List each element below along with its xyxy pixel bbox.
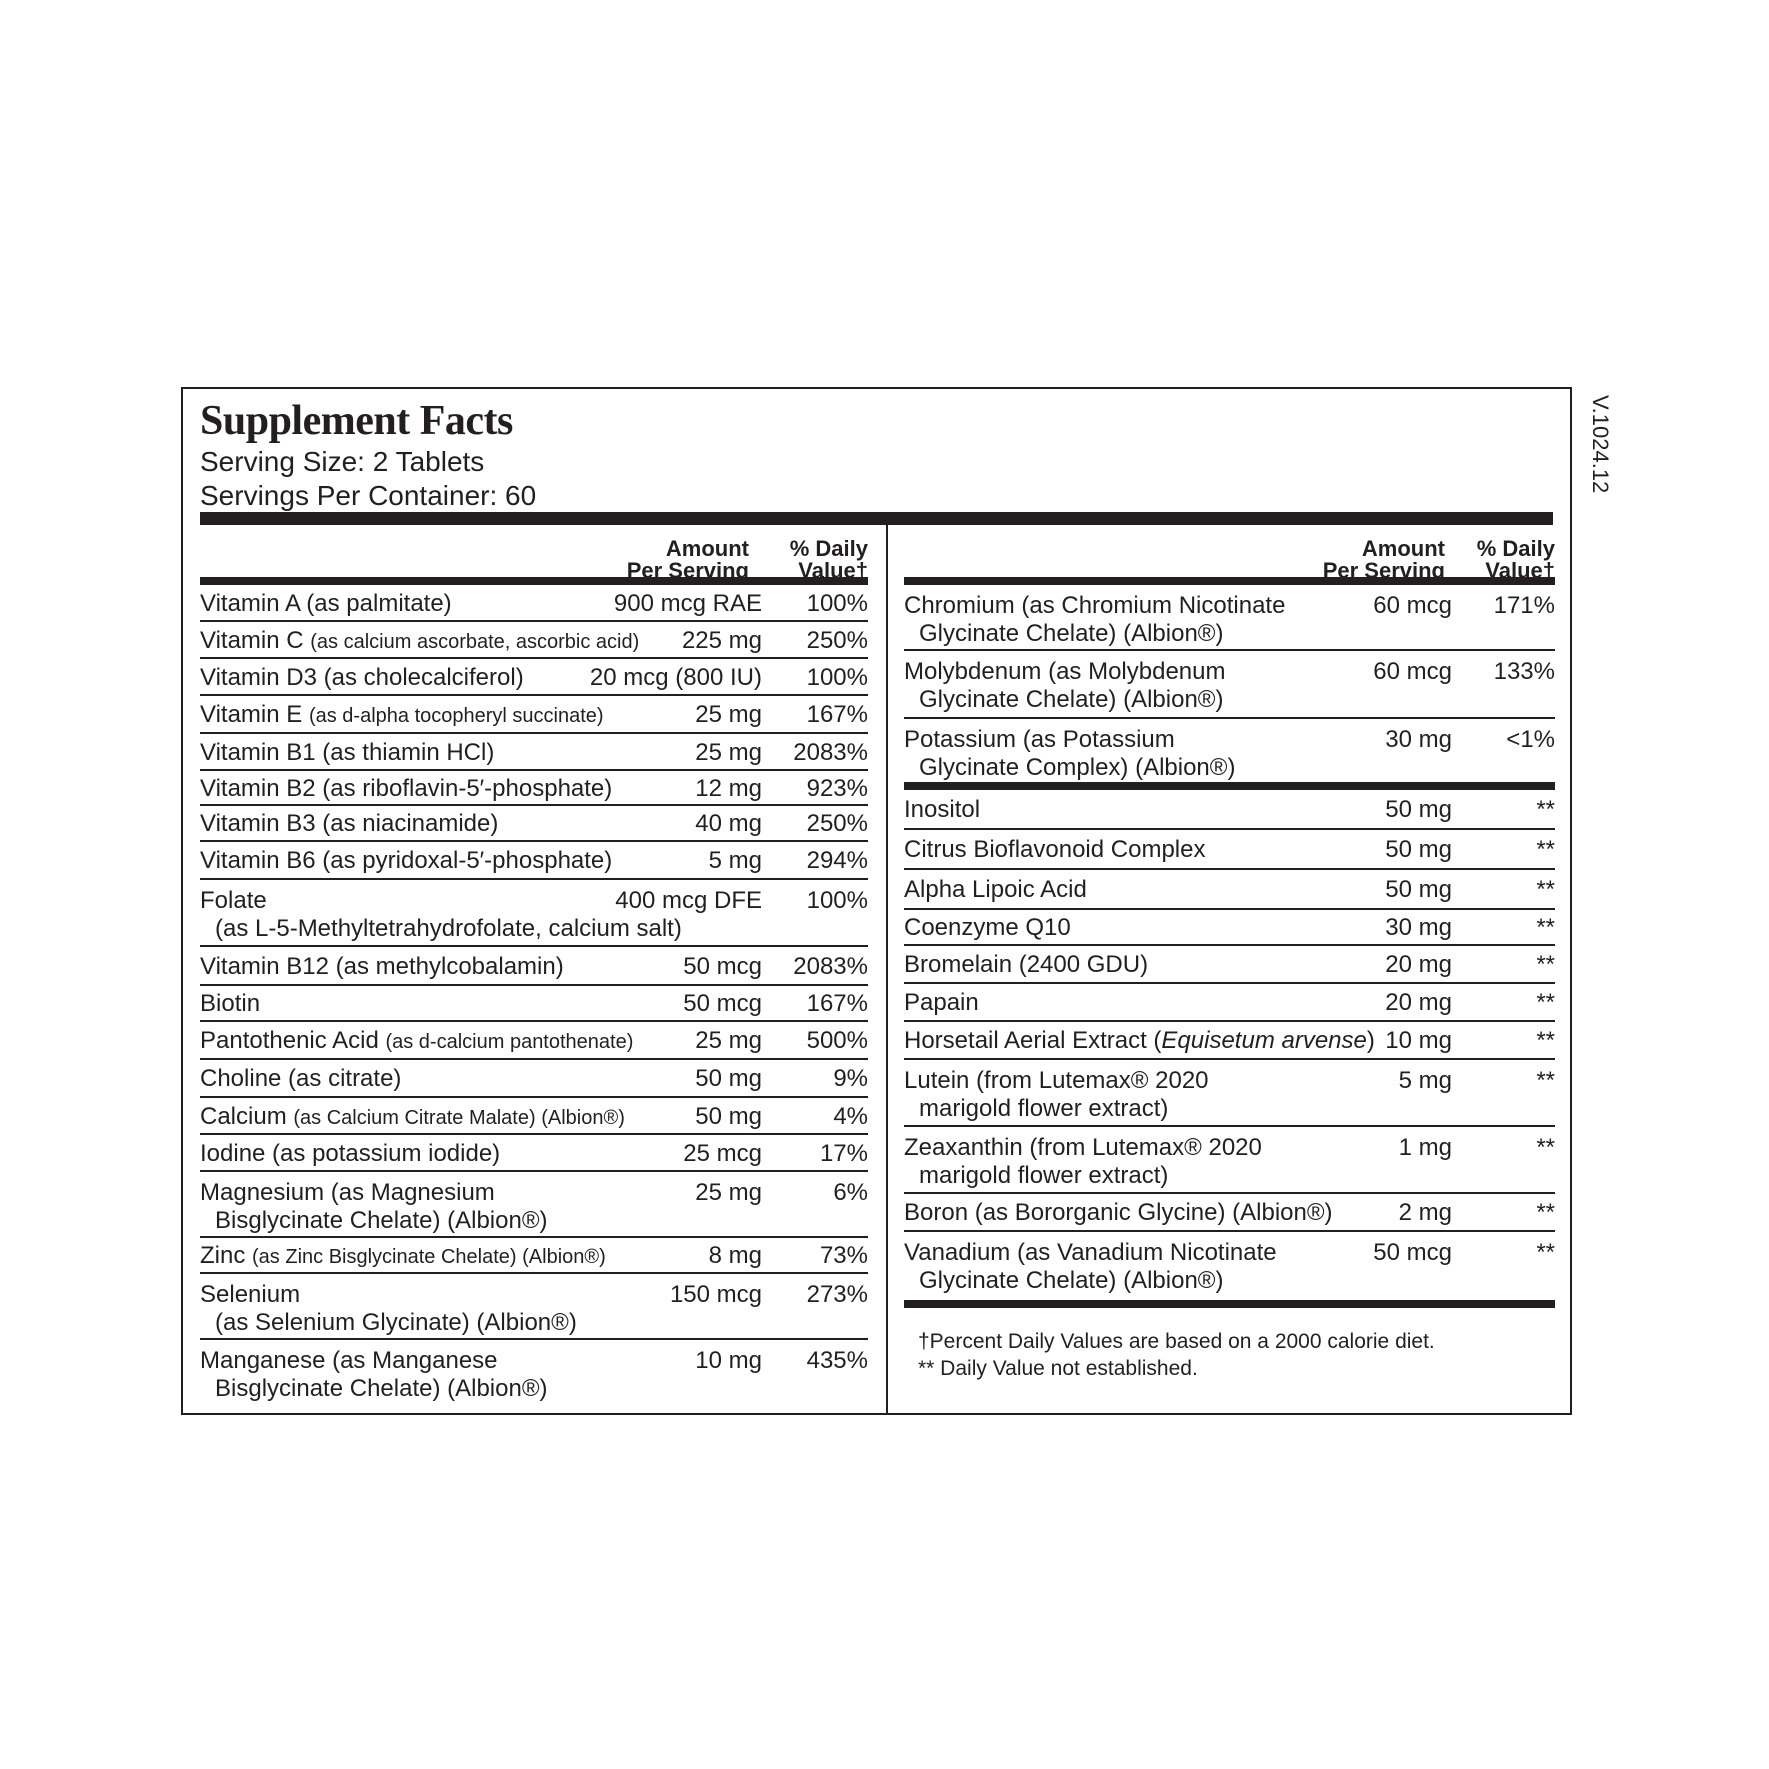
nutrient-amount: 2 mg: [1398, 1199, 1452, 1226]
nutrient-amount: 400 mcg DFE: [615, 887, 762, 914]
nutrient-daily-value: 250%: [806, 627, 868, 654]
nutrient-name: [200, 627, 639, 656]
nutrient-name-text: Calcium: [200, 1103, 287, 1130]
nutrient-amount: 5 mg: [708, 847, 762, 874]
nutrient-amount: 60 mcg: [1373, 658, 1452, 685]
nutrient-daily-value: 73%: [819, 1242, 868, 1269]
nutrient-amount: 20 mcg (800 IU): [589, 664, 762, 691]
nutrient-amount: 60 mcg: [1373, 592, 1452, 619]
nutrient-name-text: Magnesium (as Magnesium: [200, 1179, 495, 1206]
top-rule: [200, 512, 1553, 525]
nutrient-amount: 50 mcg: [683, 990, 762, 1017]
nutrient-name: [904, 876, 1087, 904]
nutrient-name: [904, 989, 979, 1017]
nutrient-name-text: Boron (as Bororganic Glycine) (Albion®): [904, 1199, 1333, 1226]
nutrient-row: [904, 984, 1555, 1022]
left-rows: [200, 585, 868, 1404]
nutrient-name: [904, 726, 1235, 782]
nutrient-amount: 25 mcg: [683, 1140, 762, 1167]
nutrient-row: [200, 585, 868, 622]
nutrient-row: [904, 830, 1555, 870]
nutrient-amount: 30 mg: [1385, 726, 1452, 753]
serving-size: Serving Size: 2 Tablets: [200, 446, 485, 477]
nutrient-name-text: Vitamin C: [200, 627, 304, 654]
nutrient-name-end: ): [1366, 1027, 1375, 1054]
nutrient-name-text: Potassium (as Potassium: [904, 726, 1175, 753]
nutrient-name-line2: marigold flower extract): [919, 1095, 1169, 1122]
nutrient-daily-value: 100%: [806, 887, 868, 914]
nutrient-name: [200, 810, 498, 838]
nutrient-daily-value: 294%: [806, 847, 868, 874]
nutrient-name-text: Folate: [200, 887, 267, 914]
nutrient-row: [904, 651, 1555, 719]
right-column: [904, 525, 1555, 1382]
nutrient-row: [200, 842, 868, 880]
nutrient-row: [904, 1060, 1555, 1127]
nutrient-daily-value: **: [1536, 1027, 1555, 1054]
nutrient-name-text: Zinc: [200, 1242, 246, 1269]
nutrient-name-line2: Bisglycinate Chelate) (Albion®): [215, 1375, 548, 1402]
nutrient-name-text: Selenium: [200, 1281, 301, 1308]
nutrient-amount: 225 mg: [681, 627, 762, 654]
nutrient-row: [904, 585, 1555, 651]
nutrient-name: [904, 836, 1205, 864]
nutrient-amount: 50 mcg: [683, 953, 762, 980]
nutrient-row: [200, 1135, 868, 1172]
nutrient-name-text: Inositol: [904, 796, 981, 823]
nutrient-daily-value: 2083%: [793, 953, 868, 980]
nutrient-name-text: Horsetail Aerial Extract (: [904, 1027, 1162, 1054]
double-star-footnote: ** Daily Value not established.: [918, 1357, 1198, 1380]
amount-header: Amount Per Serving: [1322, 536, 1445, 583]
nutrient-row: [200, 806, 868, 842]
nutrient-name: [200, 1242, 606, 1271]
left-column-header: [200, 525, 868, 583]
nutrient-daily-value: **: [1536, 836, 1555, 863]
nutrient-name: [904, 1199, 1333, 1227]
nutrient-amount: 12 mg: [695, 775, 762, 802]
nutrient-name-text: Vitamin B3 (as niacinamide): [200, 810, 499, 837]
nutrient-row: [200, 696, 868, 734]
nutrient-row: [904, 1022, 1555, 1060]
nutrient-name: [904, 1027, 1375, 1055]
nutrient-row: [200, 947, 868, 986]
nutrient-name-text: Vitamin B1 (as thiamin HCl): [200, 739, 495, 766]
nutrient-daily-value: **: [1536, 1067, 1555, 1094]
nutrient-name-text: Lutein (from Lutemax® 2020: [904, 1067, 1209, 1094]
nutrient-daily-value: 250%: [806, 810, 868, 837]
nutrient-name-text: Pantothenic Acid: [200, 1027, 379, 1054]
nutrient-name: [200, 1179, 548, 1235]
nutrient-name: [904, 951, 1148, 979]
nutrient-amount: 50 mg: [695, 1103, 762, 1130]
nutrient-row: [200, 1238, 868, 1274]
nutrient-source-detail: (as Zinc Bisglycinate Chelate) (Albion®): [252, 1246, 606, 1268]
nutrient-row: [904, 790, 1555, 830]
nutrient-name-text: Zeaxanthin (from Lutemax® 2020: [904, 1134, 1262, 1161]
nutrient-name: [904, 796, 980, 824]
nutrient-name: [200, 590, 452, 618]
section-rule: [904, 782, 1555, 790]
nutrient-amount: 40 mg: [695, 810, 762, 837]
daily-value-header: % Daily Value†: [789, 536, 868, 583]
nutrient-amount: 25 mg: [695, 1027, 762, 1054]
nutrient-row: [904, 719, 1555, 782]
nutrient-name-text: Biotin: [200, 990, 261, 1017]
nutrient-daily-value: 435%: [806, 1347, 868, 1374]
nutrient-daily-value: 6%: [833, 1179, 868, 1206]
nutrient-row: [200, 1274, 868, 1340]
daily-value-header: % Daily Value†: [1476, 536, 1555, 583]
nutrient-name-line2: Glycinate Chelate) (Albion®): [919, 1267, 1224, 1294]
nutrient-name-text: Alpha Lipoic Acid: [904, 876, 1087, 903]
nutrient-name: [200, 1103, 625, 1132]
nutrient-row: [200, 659, 868, 696]
nutrient-name: [200, 1065, 401, 1093]
nutrient-daily-value: <1%: [1506, 726, 1555, 753]
nutrient-amount: 30 mg: [1385, 914, 1452, 941]
nutrient-name-text: Vanadium (as Vanadium Nicotinate: [904, 1239, 1277, 1266]
nutrient-daily-value: 133%: [1493, 658, 1555, 685]
footnotes: [904, 1308, 1555, 1382]
nutrient-row: [904, 1127, 1555, 1194]
right-rows: [904, 585, 1555, 782]
nutrient-daily-value: 100%: [806, 664, 868, 691]
nutrient-name: [200, 701, 604, 730]
nutrient-name-text: Iodine (as potassium iodide): [200, 1140, 501, 1167]
nutrient-row: [904, 1232, 1555, 1300]
supplement-facts-panel: [181, 387, 1572, 1415]
nutrient-amount: 1 mg: [1398, 1134, 1452, 1161]
nutrient-name: [904, 658, 1225, 714]
nutrient-name-line2: (as Selenium Glycinate) (Albion®): [215, 1309, 577, 1336]
nutrient-name-line2: Glycinate Chelate) (Albion®): [919, 686, 1224, 713]
nutrient-name: [200, 775, 612, 803]
nutrient-daily-value: **: [1536, 876, 1555, 903]
left-column: [200, 525, 868, 1404]
nutrient-row: [904, 870, 1555, 910]
nutrient-name-line2: Glycinate Chelate) (Albion®): [919, 620, 1224, 647]
title-block: [200, 397, 536, 513]
nutrient-daily-value: 100%: [806, 590, 868, 617]
nutrient-amount: 10 mg: [1385, 1027, 1452, 1054]
nutrient-name-line2: Glycinate Complex) (Albion®): [919, 754, 1236, 781]
nutrient-name: [904, 1067, 1209, 1123]
nutrient-name-text: Choline (as citrate): [200, 1065, 402, 1092]
bottom-rule: [904, 1300, 1555, 1308]
nutrient-daily-value: 9%: [833, 1065, 868, 1092]
nutrient-daily-value: **: [1536, 1239, 1555, 1266]
nutrient-row: [200, 1060, 868, 1098]
nutrient-name-line2: marigold flower extract): [919, 1162, 1169, 1189]
nutrient-daily-value: **: [1536, 1134, 1555, 1161]
nutrient-daily-value: 2083%: [793, 739, 868, 766]
nutrient-row: [200, 771, 868, 806]
nutrient-amount: 25 mg: [695, 701, 762, 728]
nutrient-daily-value: 17%: [819, 1140, 868, 1167]
nutrient-row: [200, 986, 868, 1022]
nutrient-amount: 20 mg: [1385, 989, 1452, 1016]
nutrient-row: [200, 622, 868, 659]
servings-per-container: Servings Per Container: 60: [200, 480, 537, 511]
nutrient-latin-name: Equisetum arvense: [1161, 1027, 1367, 1054]
nutrient-row: [200, 1098, 868, 1135]
right-column-header: [904, 525, 1555, 583]
nutrient-name-text: Vitamin A (as palmitate): [200, 590, 452, 617]
nutrient-name-text: Vitamin D3 (as cholecalciferol): [200, 664, 524, 691]
nutrient-amount: 8 mg: [708, 1242, 762, 1269]
version-code: V.1024.12: [1588, 395, 1613, 494]
column-divider: [886, 525, 888, 1413]
nutrient-name-line2: Bisglycinate Chelate) (Albion®): [215, 1207, 548, 1234]
nutrient-daily-value: **: [1536, 1199, 1555, 1226]
nutrient-amount: 25 mg: [695, 1179, 762, 1206]
nutrient-name: [904, 1239, 1277, 1295]
nutrient-row: [904, 910, 1555, 946]
nutrient-source-detail: (as Calcium Citrate Malate) (Albion®): [293, 1107, 625, 1129]
nutrient-name-text: Vitamin B12 (as methylcobalamin): [200, 953, 564, 980]
nutrient-name: [200, 1347, 548, 1403]
nutrient-daily-value: 171%: [1493, 592, 1555, 619]
nutrient-amount: 5 mg: [1398, 1067, 1452, 1094]
nutrient-name-text: Vitamin E: [200, 701, 303, 728]
nutrient-amount: 50 mg: [1385, 876, 1452, 903]
nutrient-amount: 50 mcg: [1373, 1239, 1452, 1266]
nutrient-amount: 20 mg: [1385, 951, 1452, 978]
amount-header: Amount Per Serving: [626, 536, 749, 583]
nutrient-name-text: Molybdenum (as Molybdenum: [904, 658, 1226, 685]
nutrient-name-text: Manganese (as Manganese: [200, 1347, 498, 1374]
nutrient-amount: 50 mg: [695, 1065, 762, 1092]
nutrient-name-text: Chromium (as Chromium Nicotinate: [904, 592, 1286, 619]
nutrient-name: [200, 664, 524, 692]
nutrient-name-text: Vitamin B6 (as pyridoxal-5′-phosphate): [200, 847, 613, 874]
nutrient-name-text: Coenzyme Q10: [904, 914, 1071, 941]
nutrient-row: [904, 1194, 1555, 1232]
nutrient-amount: 150 mcg: [669, 1281, 762, 1308]
nutrient-name-text: Bromelain (2400 GDU): [904, 951, 1149, 978]
nutrient-name: [200, 1140, 500, 1168]
nutrient-name-line2: (as L-5-Methyltetrahydrofolate, calcium salt): [215, 915, 682, 942]
nutrient-name-text: Papain: [904, 989, 979, 1016]
nutrient-daily-value: **: [1536, 796, 1555, 823]
nutrient-name: [200, 887, 682, 943]
nutrient-row: [200, 1172, 868, 1238]
nutrient-source-detail: (as d-alpha tocopheryl succinate): [308, 705, 604, 727]
nutrient-daily-value: 500%: [806, 1027, 868, 1054]
nutrient-row: [200, 1340, 868, 1404]
nutrient-name: [904, 914, 1071, 942]
nutrient-name: [200, 1027, 633, 1056]
nutrient-amount: 25 mg: [695, 739, 762, 766]
nutrient-daily-value: 167%: [806, 990, 868, 1017]
nutrient-amount: 900 mcg RAE: [613, 590, 762, 617]
nutrient-row: [200, 880, 868, 947]
nutrient-daily-value: **: [1536, 989, 1555, 1016]
nutrient-name: [200, 1281, 577, 1337]
nutrient-name: [200, 847, 612, 875]
nutrient-amount: 10 mg: [695, 1347, 762, 1374]
nutrient-daily-value: 167%: [806, 701, 868, 728]
nutrient-row: [200, 734, 868, 771]
panel-title: Supplement Facts: [200, 398, 513, 444]
nutrient-name: [904, 1134, 1262, 1190]
nutrient-row: [200, 1022, 868, 1060]
header-rule: [904, 577, 1555, 585]
dagger-footnote: †Percent Daily Values are based on a 2000 calorie diet.: [918, 1330, 1435, 1353]
nutrient-source-detail: (as calcium ascorbate, ascorbic acid): [310, 631, 640, 653]
nutrient-name: [200, 990, 260, 1018]
nutrient-name-text: Citrus Bioflavonoid Complex: [904, 836, 1206, 863]
nutrient-row: [904, 946, 1555, 984]
nutrient-amount: 50 mg: [1385, 836, 1452, 863]
right-rows-other: [904, 790, 1555, 1300]
nutrient-source-detail: (as d-calcium pantothenate): [385, 1031, 634, 1053]
nutrient-name: [200, 953, 564, 981]
nutrient-name: [904, 592, 1285, 648]
nutrient-amount: 50 mg: [1385, 796, 1452, 823]
header-rule: [200, 577, 868, 585]
nutrient-daily-value: 4%: [833, 1103, 868, 1130]
nutrient-daily-value: 923%: [806, 775, 868, 802]
nutrient-daily-value: **: [1536, 951, 1555, 978]
nutrient-name-text: Vitamin B2 (as riboflavin-5′-phosphate): [200, 775, 613, 802]
nutrient-name: [200, 739, 494, 767]
nutrient-daily-value: 273%: [806, 1281, 868, 1308]
nutrient-daily-value: **: [1536, 914, 1555, 941]
